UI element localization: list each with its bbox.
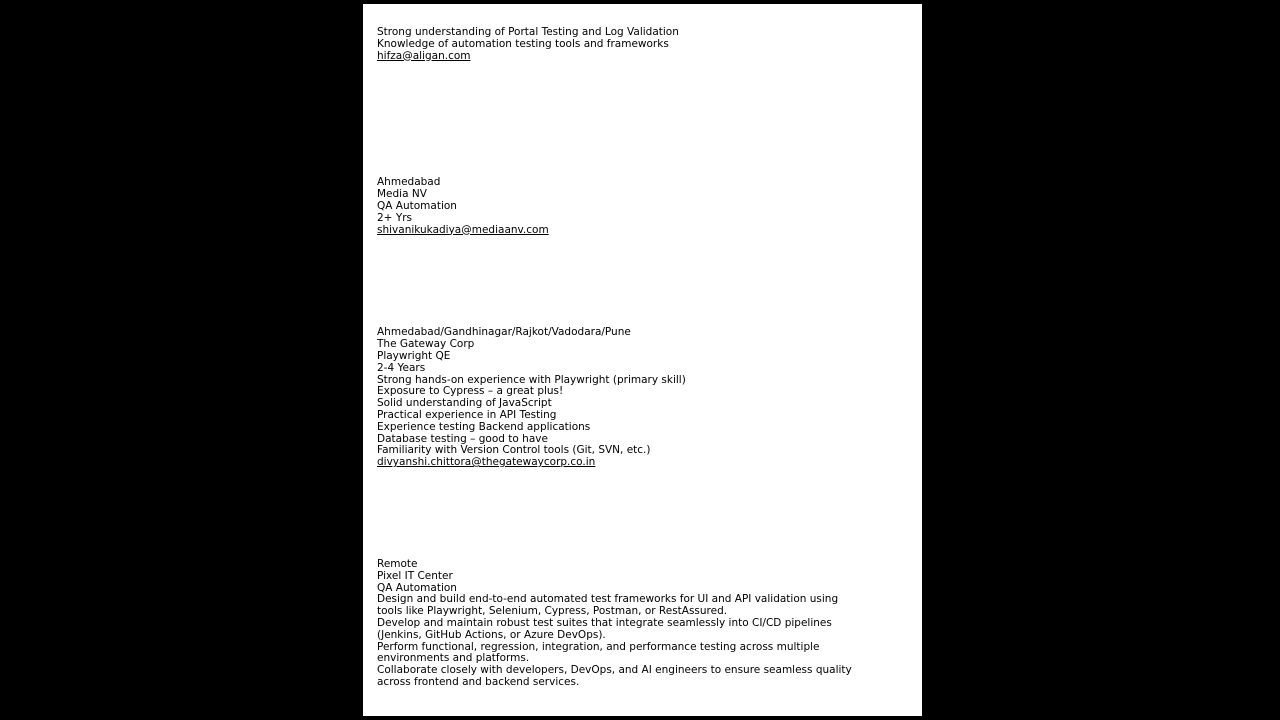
spacer <box>377 62 857 177</box>
company-name: Media NV <box>377 188 427 201</box>
requirement-line: Strong understanding of Portal Testing and Log Validation <box>377 26 679 38</box>
job-location: Ahmedabad/Gandhinagar/Rajkot/Vadodara/Pune <box>377 326 631 339</box>
job-role: Playwright QE <box>377 349 451 362</box>
responsibility-line: Collaborate closely with developers, DevOps, and AI engineers to ensure seamless quality across frontend and backend services. <box>377 664 852 688</box>
document-content <box>377 27 857 689</box>
contact-email-link[interactable]: divyanshi.chittora@thegatewaycorp.co.in <box>377 456 596 469</box>
requirement-line: Practical experience in API Testing <box>377 408 557 421</box>
document-page <box>363 4 922 716</box>
requirement-line: Knowledge of automation testing tools and frameworks <box>377 37 669 50</box>
job-listing-1 <box>377 27 857 62</box>
spacer <box>377 236 857 327</box>
company-name: Pixel IT Center <box>377 569 453 582</box>
job-role: QA Automation <box>377 199 457 212</box>
contact-email-link[interactable]: hifza@aligan.com <box>377 49 471 62</box>
responsibility-line: Design and build end-to-end automated test frameworks for UI and API validation using tools like Playwright, Selenium, Cypress, Postman, or RestAssured. <box>377 593 839 618</box>
requirement-line: Experience testing Backend applications <box>377 420 591 433</box>
requirement-line: Exposure to Cypress – a great plus! <box>377 385 564 398</box>
job-listing-4 <box>377 559 857 689</box>
job-location: Remote <box>377 557 418 570</box>
job-role: QA Automation <box>377 581 457 594</box>
requirement-line: Database testing – good to have <box>377 432 548 445</box>
job-listing-3 <box>377 327 857 469</box>
experience-required: 2-4 Years <box>377 361 426 374</box>
job-location: Ahmedabad <box>377 176 441 189</box>
job-listing-2 <box>377 177 857 236</box>
requirement-line: Familiarity with Version Control tools (Git, SVN, etc.) <box>377 444 651 457</box>
requirement-line: Strong hands-on experience with Playwright (primary skill) <box>377 373 686 386</box>
responsibility-line: Perform functional, regression, integration, and performance testing across multiple environments and platforms. <box>377 640 820 665</box>
spacer <box>377 469 857 559</box>
responsibility-line: Develop and maintain robust test suites that integrate seamlessly into CI/CD pipelines (Jenkins, GitHub Actions, or Azure DevOps). <box>377 616 832 641</box>
experience-required: 2+ Yrs <box>377 211 413 224</box>
requirement-line: Solid understanding of JavaScript <box>377 397 552 410</box>
contact-email-link[interactable]: shivanikukadiya@mediaanv.com <box>377 223 549 236</box>
company-name: The Gateway Corp <box>377 338 475 351</box>
